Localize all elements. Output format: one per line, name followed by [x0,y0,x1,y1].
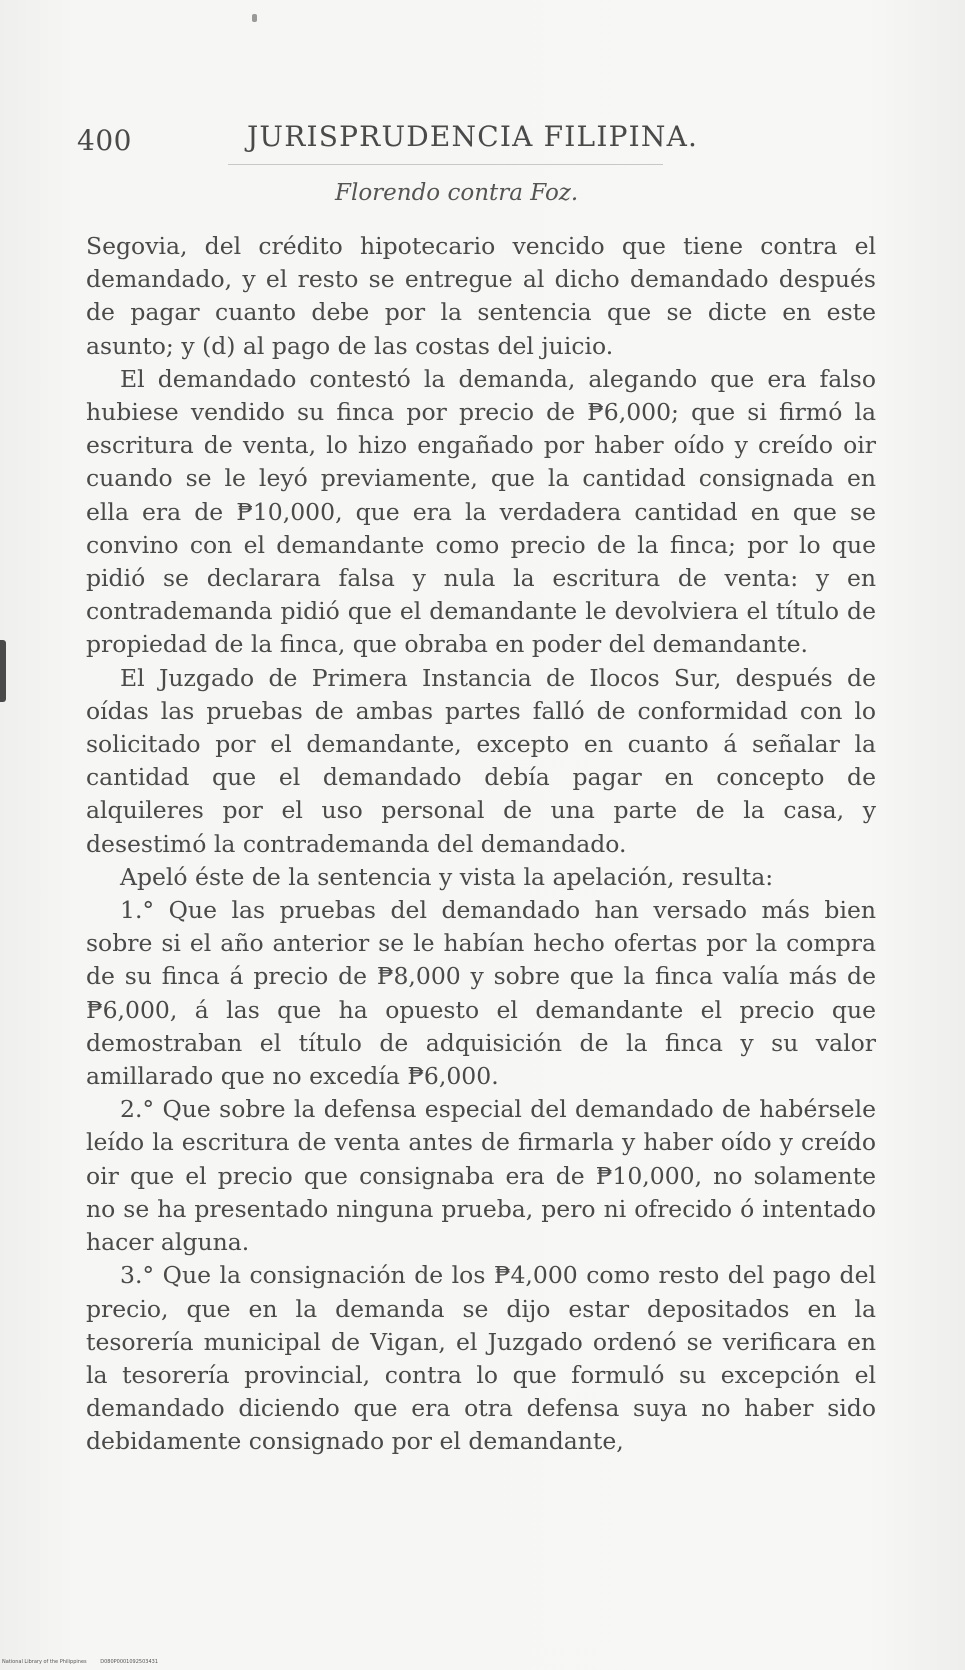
paragraph: Segovia, del crédito hipotecario vencido que tiene contra el demandado, y el resto se entregue al dicho demandado después de pagar cuanto debe por la sentencia que se dicte en este asunto; y (d) al pago de las costas del juicio. [86,232,876,360]
running-head [77,118,877,162]
library-credit: National Library of the Philippines [2,1659,87,1665]
paragraph: Apeló éste de la sentencia y vista la apelación, resulta: [120,862,774,891]
paragraph: El demandado contestó la demanda, alegando que era falso hubiese vendido su finca por precio de ₱6,000; que si firmó la escritura de venta, lo hizo engañado por haber oído y creído oir cuando se le leyó previamente, que la cantidad consignada en ella era de ₱10,000, que era la verdadera cantidad en que se convino con el demandante como precio de la finca; por lo que pidió se declarara falsa y nula la escritura de venta: y en contrademanda pidió que el demandante le devolviera el título de propiedad de la finca, que obraba en poder del demandante. [86,364,876,659]
journal-title: JURISPRUDENCIA FILIPINA. [247,120,699,153]
scan-identifier: D080P0001092503431 [100,1659,158,1665]
page-number: 400 [77,124,132,157]
paragraph: 1.° Que las pruebas del demandado han versado más bien sobre si el año anterior se le habían hecho ofertas por la compra de su finca á precio de ₱8,000 y sobre que la finca valía más de ₱6,000, á las que ha opuesto el demandante el precio que demostraban el título de adquisición de la finca y su valor amillarado que no excedía ₱6,000. [86,896,876,1091]
case-title: Florendo contra Foz. [335,180,579,206]
ink-speck [252,14,257,22]
paragraph: 3.° Que la consignación de los ₱4,000 como resto del pago del precio, que en la demanda se dijo estar depositados en la tesorería municipal de Vigan, el Juzgado ordenó se verificara en la tesorería provincial, contra lo que formuló su excepción el demandado diciendo que era otra defensa suya no haber sido debidamente consignado por el demandante, [86,1261,876,1456]
body-text [86,230,876,1459]
binding-edge-mark [0,640,6,702]
header-rule [228,164,663,165]
scan-footer [2,1659,170,1665]
paragraph: El Juzgado de Primera Instancia de Ilocos Sur, después de oídas las pruebas de ambas partes falló de conformidad con lo solicitado por el demandante, excepto en cuanto á señalar la cantidad que el demandado debía pagar en concepto de alquileres por el uso personal de una parte de la casa, y desestimó la contrademanda del demandado. [86,663,876,858]
paragraph: 2.° Que sobre la defensa especial del demandado de habérsele leído la escritura de venta antes de firmarla y haber oído y creído oir que el precio que consignaba era de ₱10,000, no solamente no se ha presentado ninguna prueba, pero ni ofrecido ó intentado hacer alguna. [86,1095,876,1257]
